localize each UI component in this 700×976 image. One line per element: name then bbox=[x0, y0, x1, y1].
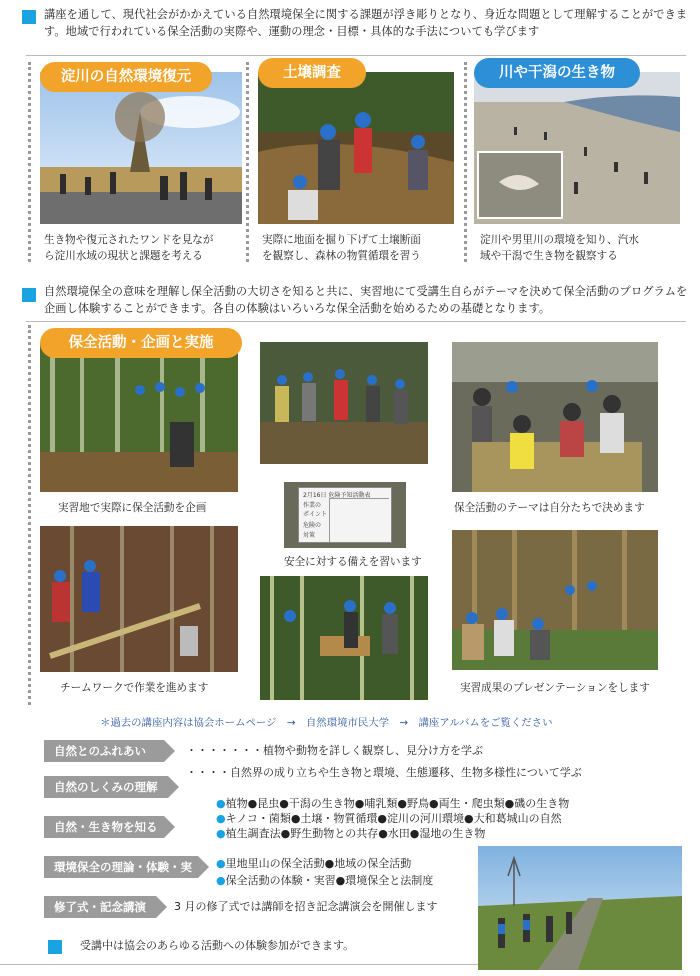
footer-divider bbox=[0, 964, 478, 965]
caption-soil-1: 実際に地面を掘り下げて土壌断面 bbox=[262, 234, 421, 246]
tag-nature-mechanism: 自然のしくみの理解 bbox=[44, 776, 168, 798]
photo-yodogawa-walk bbox=[40, 72, 242, 224]
danger-prediction-sheet bbox=[298, 487, 392, 543]
list-conservation-1-text: 里地里山の保全活動●地域の保全活動 bbox=[225, 857, 412, 870]
section1-divider bbox=[26, 55, 686, 56]
text-graduation: 3 月の修了式では講師を招き記念講演会を開催します bbox=[174, 900, 438, 913]
bullet: ● bbox=[216, 827, 226, 840]
section1-marker bbox=[22, 10, 36, 24]
list-conservation-2 bbox=[216, 873, 433, 889]
caption-presentation: 実習成果のプレゼンテーションをします bbox=[460, 682, 650, 694]
list-conservation-1 bbox=[216, 856, 411, 872]
section1-intro: 講座を通して、現代社会がかかえている自然環境保全に関する課題が浮き彫りとなり、身近な問題として理解することができます。地域で行われている保全活動の実際や、運動の理念・目標・具体的な手法についても学びます bbox=[44, 8, 688, 38]
caption-yodogawa-1: 生き物や復元されたワンドを見なが bbox=[44, 234, 214, 246]
bullet: ● bbox=[216, 812, 226, 825]
caption-plan: 実習地で実際に保全活動を企画 bbox=[58, 502, 207, 514]
photo-plan-activity bbox=[40, 342, 238, 492]
badge-conservation: 保全活動・企画と実施 bbox=[40, 328, 242, 358]
badge-soil: 土壌調査 bbox=[258, 58, 366, 88]
tag-know-living: 自然・生き物を知る bbox=[44, 816, 164, 838]
list-conservation-2-text: 保全活動の体験・実習●環境保全と法制度 bbox=[225, 874, 434, 887]
sheet-row-4: 対策 bbox=[303, 532, 316, 539]
caption-soil-2: を観察し、森林の物質循環を習う bbox=[262, 250, 421, 262]
list-living-2-text: キノコ・菌類●土壌・物質循環●淀川の河川環境●大和葛城山の自然 bbox=[225, 812, 562, 825]
bullet: ● bbox=[216, 874, 226, 887]
list-living-1 bbox=[216, 796, 569, 812]
tag-conservation-theory: 環境保全の理論・体験・実習 bbox=[44, 856, 198, 878]
list-living-2 bbox=[216, 811, 562, 827]
section2-intro: 自然環境保全の意味を理解し保全活動の大切さを知ると共に、実習地にて受講生自らがテーマを決めて保全活動のプログラムを企画し体験することができます。各自の体験はいろいろな保全活動を始めるための基礎となります。 bbox=[44, 285, 688, 315]
section1-dotted-rule bbox=[28, 62, 31, 262]
caption-theme: 保全活動のテーマは自分たちで決めます bbox=[454, 502, 645, 514]
caption-safety: 安全に対する備えを習います bbox=[284, 556, 422, 568]
text-nature-mechanism: ・・・・自然界の成り立ちや生き物と環境、生態遷移、生物多様性について学ぶ bbox=[186, 766, 582, 779]
sheet-row-2: ポイント bbox=[303, 511, 328, 518]
sheet-row-3: 危険の bbox=[303, 522, 322, 529]
photo-bamboo-work bbox=[260, 576, 428, 700]
caption-teamwork: チームワークで作業を進めます bbox=[60, 682, 209, 694]
sheet-row-0-value: 危険予知活動表 bbox=[328, 492, 371, 499]
section1-dotted-rule-3 bbox=[464, 62, 467, 262]
album-note: ＊過去の講座内容は協会ホームページ → 自然環境市民大学 → 講座アルバムをご覧ください bbox=[100, 717, 553, 729]
bullet: ● bbox=[216, 857, 226, 870]
list-living-3 bbox=[216, 826, 485, 842]
sheet-grid bbox=[329, 498, 389, 542]
photo-tidal-flat bbox=[474, 72, 680, 224]
section1-dotted-rule-2 bbox=[246, 62, 249, 262]
sheet-row-0-key: 2月16日 bbox=[303, 492, 327, 499]
tag-graduation: 修了式・記念講演 bbox=[44, 896, 156, 918]
caption-yodogawa-2: ら淀川水域の現状と課題を考える bbox=[44, 250, 203, 262]
list-living-3-text: 植生調査法●野生動物との共存●水田●湿地の生き物 bbox=[225, 827, 486, 840]
bullet: ● bbox=[216, 797, 226, 810]
caption-tidal-2: 域や干潟で生き物を観察する bbox=[480, 250, 618, 262]
photo-teamwork bbox=[40, 526, 238, 672]
badge-tidal: 川や干潟の生き物 bbox=[474, 58, 640, 88]
section2-dotted-rule bbox=[28, 325, 31, 705]
photo-safety-sign bbox=[284, 482, 406, 548]
photo-riverside-walk bbox=[478, 846, 682, 970]
photo-presentation bbox=[452, 530, 658, 670]
photo-woods-group bbox=[260, 342, 428, 464]
badge-yodogawa: 淀川の自然環境復元 bbox=[40, 62, 212, 92]
footer-text: 受講中は協会のあらゆる活動への体験参加ができます。 bbox=[80, 939, 355, 952]
footer-marker bbox=[48, 940, 62, 954]
text-nature-contact: ・・・・・・・植物や動物を詳しく観察し、見分け方を学ぶ bbox=[186, 744, 483, 757]
caption-tidal-1: 淀川や男里川の環境を知り、汽水 bbox=[480, 234, 639, 246]
list-living-1-text: 植物●昆虫●干潟の生き物●哺乳類●野鳥●両生・爬虫類●磯の生き物 bbox=[225, 797, 570, 810]
tag-nature-contact: 自然とのふれあい bbox=[44, 740, 164, 762]
photo-soil-survey bbox=[258, 72, 454, 224]
sheet-row-1: 作業の bbox=[303, 502, 322, 509]
section2-marker bbox=[22, 288, 36, 302]
photo-theme-meeting bbox=[452, 342, 658, 492]
section2-divider bbox=[26, 321, 686, 322]
